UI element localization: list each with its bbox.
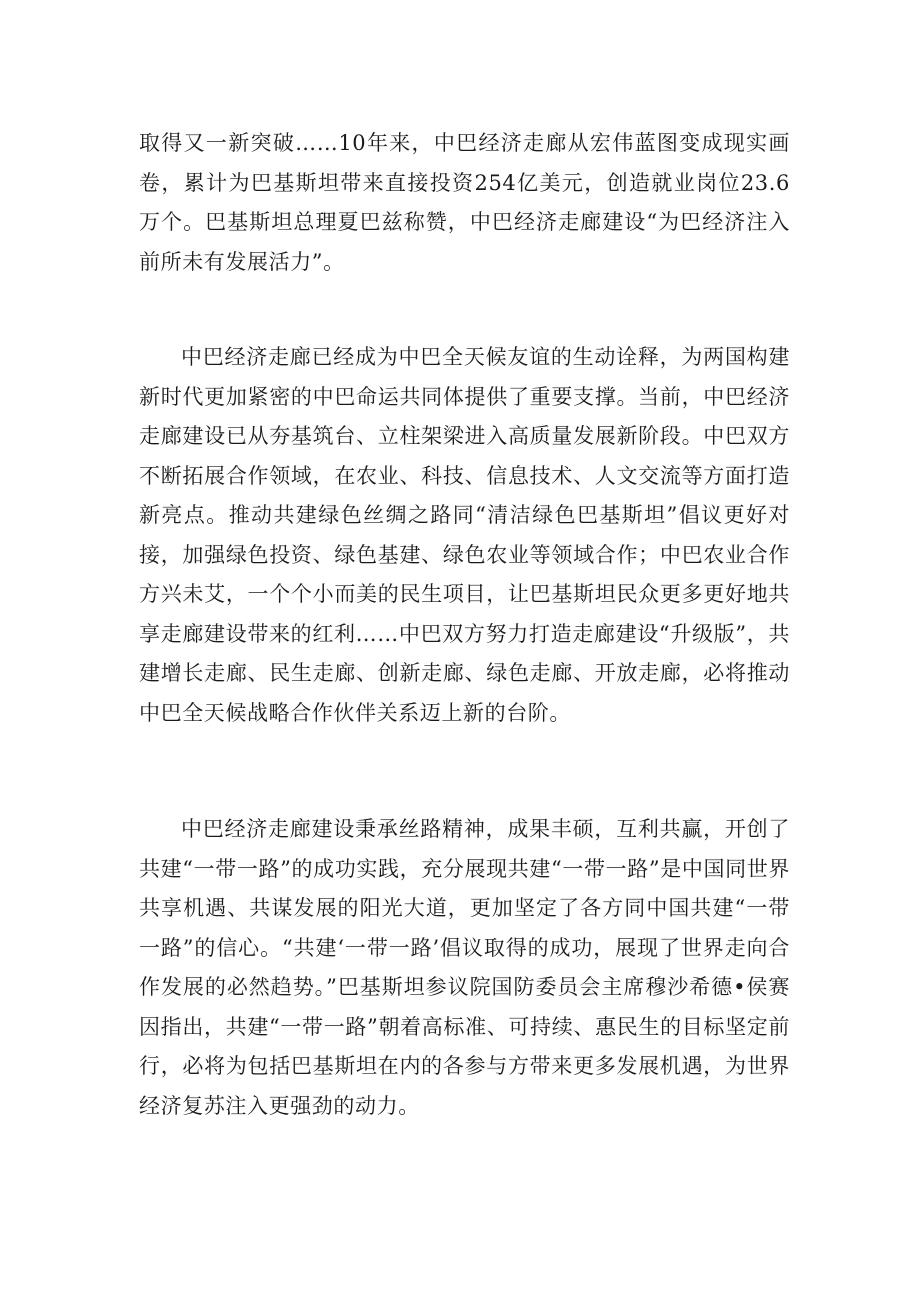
- paragraph-2: 中巴经济走廊已经成为中巴全天候友谊的生动诠释，为两国构建新时代更加紧密的中巴命运共同体提供了重要支撑。当前，中巴经济走廊建设已从夯基筑台、立柱架梁进入高质量发展新阶段。中巴双方不断拓展合作领域，在农业、科技、信息技术、人文交流等方面打造新亮点。推动共建绿色丝绸之路同“清洁绿色巴基斯坦”倡议更好对接，加强绿色投资、绿色基建、绿色农业等领域合作；中巴农业合作方兴未艾，一个个小而美的民生项目，让巴基斯坦民众更多更好地共享走廊建设带来的红利……中巴双方努力打造走廊建设“升级版”，共建增长走廊、民生走廊、创新走廊、绿色走廊、开放走廊，必将推动中巴全天候战略合作伙伴关系迈上新的台阶。: [139, 345, 790, 725]
- paragraph-1: 取得又一新突破……10年来，中巴经济走廊从宏伟蓝图变成现实画卷，累计为巴基斯坦带来直接投资254亿美元，创造就业岗位23.6万个。巴基斯坦总理夏巴兹称赞，中巴经济走廊建设“为巴经济注入前所未有发展活力”。: [139, 131, 790, 274]
- paragraph-3: 中巴经济走廊建设秉承丝路精神，成果丰硕，互利共赢，开创了共建“一带一路”的成功实践，充分展现共建“一带一路”是中国同世界共享机遇、共谋发展的阳光大道，更加坚定了各方同中国共建“一带一路”的信心。“共建‘一带一路’倡议取得的成功，展现了世界走向合作发展的必然趋势。”巴基斯坦参议院国防委员会主席穆沙希德•侯赛因指出，共建“一带一路”朝着高标准、可持续、惠民生的目标坚定前行，必将为包括巴基斯坦在内的各参与方带来更多发展机遇，为世界经济复苏注入更强劲的动力。: [139, 817, 790, 1118]
